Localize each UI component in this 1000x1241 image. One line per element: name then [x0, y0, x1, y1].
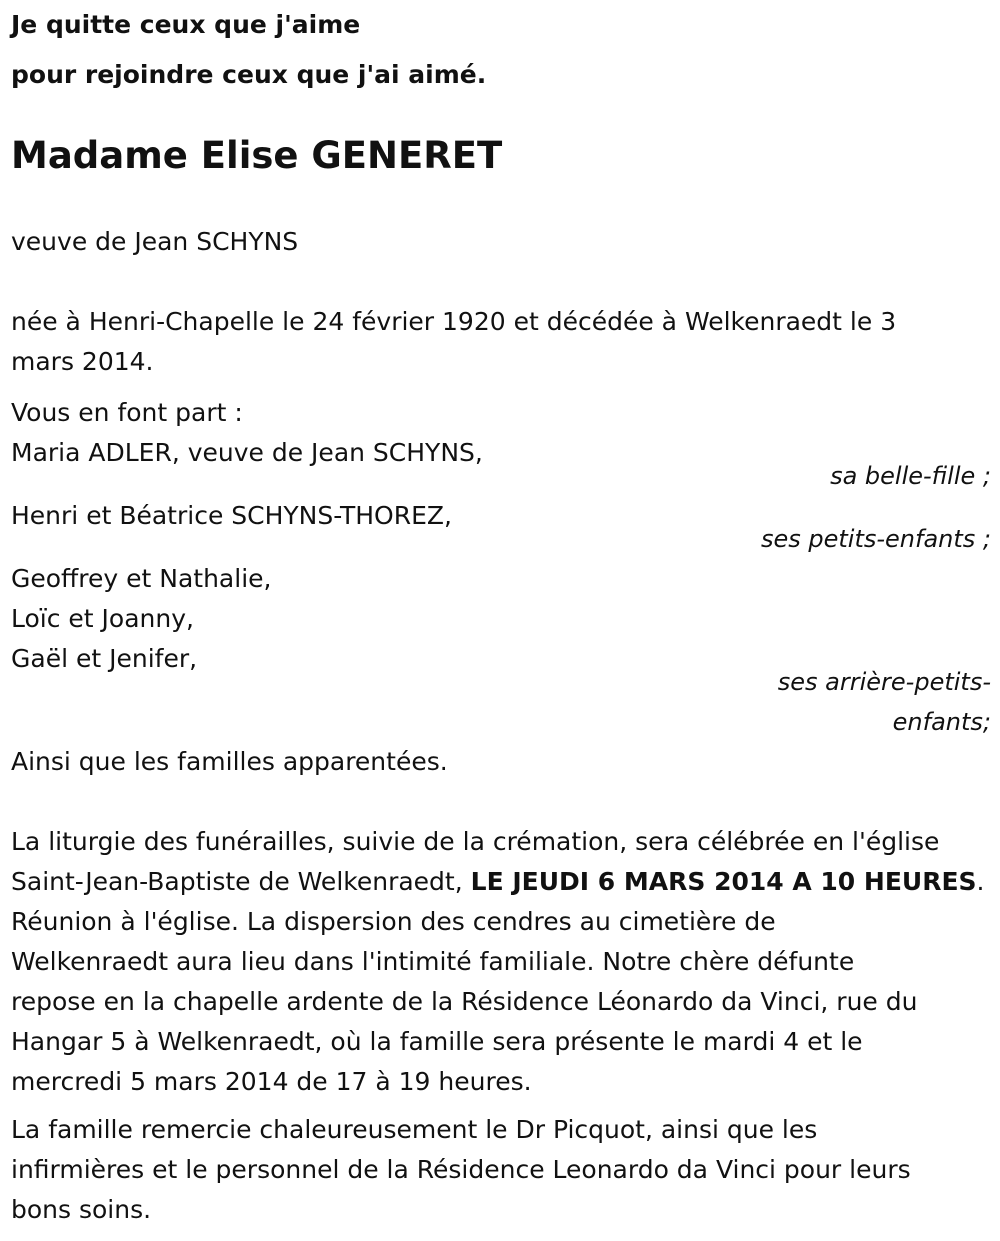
deceased-name: Madame Elise GENERET [11, 134, 503, 177]
funeral-line: Réunion à l'église. La dispersion des cendres au cimetière de [11, 907, 776, 936]
family-member: Gaël et Jenifer, [11, 644, 198, 673]
relation-label: enfants; [892, 708, 991, 736]
thanks-paragraph [11, 1110, 991, 1230]
funeral-line: mercredi 5 mars 2014 de 17 à 19 heures. [11, 1067, 532, 1096]
thanks-line: La famille remercie chaleureusement le Dr Picquot, ainsi que les [11, 1115, 818, 1144]
birth-death-line-2: mars 2014. [11, 347, 154, 376]
funeral-line: Welkenraedt aura lieu dans l'intimité familiale. Notre chère défunte [11, 947, 855, 976]
relation-label: sa belle-fille ; [830, 462, 991, 490]
funeral-line: La liturgie des funérailles, suivie de la crémation, sera célébrée en l'église [11, 827, 940, 856]
thanks-line: infirmières et le personnel de la Résidence Leonardo da Vinci pour leurs [11, 1155, 911, 1184]
widow-of-line: veuve de Jean SCHYNS [11, 227, 299, 256]
epitaph-line-1: Je quitte ceux que j'aime [11, 10, 361, 39]
families-closing: Ainsi que les familles apparentées. [11, 747, 448, 776]
family-member: Loïc et Joanny, [11, 604, 194, 633]
funeral-line: Saint-Jean-Baptiste de Welkenraedt, [11, 867, 463, 896]
epitaph-line-2: pour rejoindre ceux que j'ai aimé. [11, 60, 487, 89]
family-member: Maria ADLER, veuve de Jean SCHYNS, [11, 438, 483, 467]
family-member: Geoffrey et Nathalie, [11, 564, 272, 593]
relation-label: ses arrière-petits- [777, 668, 991, 696]
relation-label: ses petits-enfants ; [760, 525, 991, 553]
funeral-date-suffix: . [976, 867, 985, 896]
announcement-intro: Vous en font part : [11, 398, 243, 427]
funeral-paragraph [11, 822, 991, 1102]
funeral-date-time: LE JEUDI 6 MARS 2014 A 10 HEURES [470, 867, 977, 896]
family-member: Henri et Béatrice SCHYNS-THOREZ, [11, 501, 452, 530]
funeral-line: Hangar 5 à Welkenraedt, où la famille sera présente le mardi 4 et le [11, 1027, 863, 1056]
birth-death-line-1: née à Henri-Chapelle le 24 février 1920 et décédée à Welkenraedt le 3 [11, 307, 897, 336]
thanks-line: bons soins. [11, 1195, 152, 1224]
funeral-line: repose en la chapelle ardente de la Résidence Léonardo da Vinci, rue du [11, 987, 918, 1016]
funeral-line-with-date [11, 862, 991, 902]
